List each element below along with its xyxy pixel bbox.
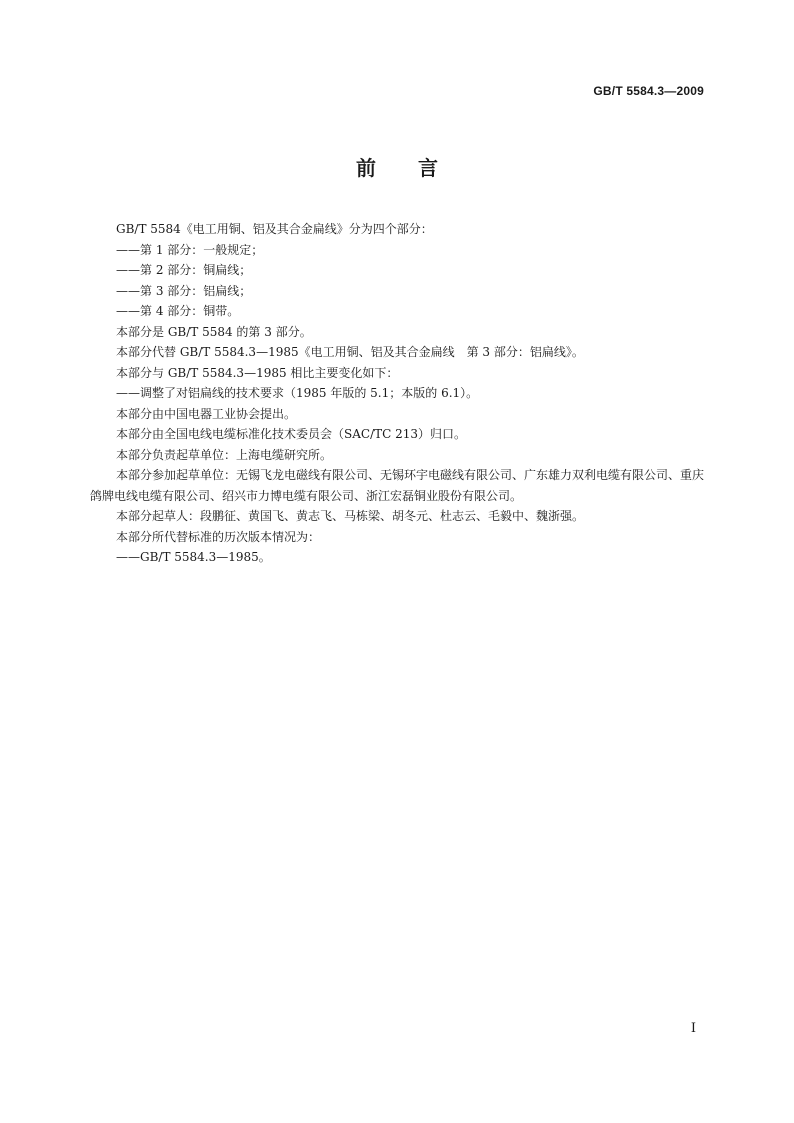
page-number: I xyxy=(690,1021,696,1036)
paragraph: 本部分由中国电器工业协会提出。 xyxy=(116,406,297,421)
paragraph: 本部分由全国电线电缆标准化技术委员会（SAC/TC 213）归口。 xyxy=(116,427,467,441)
page-title xyxy=(0,152,794,181)
list-item: ——第 2 部分：铜扁线； xyxy=(116,263,252,277)
foreword-body xyxy=(90,219,710,568)
paragraph: 本部分起草人：段鹏征、黄国飞、黄志飞、马栋梁、胡冬元、杜志云、毛毅中、魏浙强。 xyxy=(116,509,585,523)
title-char-1: 前 xyxy=(356,156,376,180)
paragraph: 本部分参加起草单位：无锡飞龙电磁线有限公司、无锡环宇电磁线有限公司、广东雄力双利电缆有限公司、重庆鸽牌电线电缆有限公司、绍兴市力博电缆有限公司、浙江宏磊铜业股份有限公司。 xyxy=(90,468,705,503)
paragraph: GB/T 5584《电工用铜、铝及其合金扁线》分为四个部分： xyxy=(116,222,433,236)
list-item: ——第 3 部分：铝扁线； xyxy=(116,283,252,298)
list-item: ——第 1 部分：一般规定； xyxy=(116,242,264,257)
paragraph: 本部分所代替标准的历次版本情况为： xyxy=(116,529,321,544)
list-item: ——调整了对铝扁线的技术要求（1985 年版的 5.1；本版的 6.1）。 xyxy=(116,386,479,400)
list-item: ——第 4 部分：铜带。 xyxy=(116,304,240,318)
paragraph: 本部分代替 GB/T 5584.3—1985《电工用铜、铝及其合金扁线 第 3 部分：铝扁线》。 xyxy=(116,345,584,359)
title-char-2: 言 xyxy=(418,156,438,180)
paragraph: 本部分负责起草单位：上海电缆研究所。 xyxy=(116,447,333,462)
paragraph: 本部分与 GB/T 5584.3—1985 相比主要变化如下： xyxy=(116,365,399,380)
standard-code: GB/T 5584.3—2009 xyxy=(593,84,704,98)
paragraph: 本部分是 GB/T 5584 的第 3 部分。 xyxy=(116,324,312,339)
list-item: ——GB/T 5584.3—1985。 xyxy=(116,550,271,564)
